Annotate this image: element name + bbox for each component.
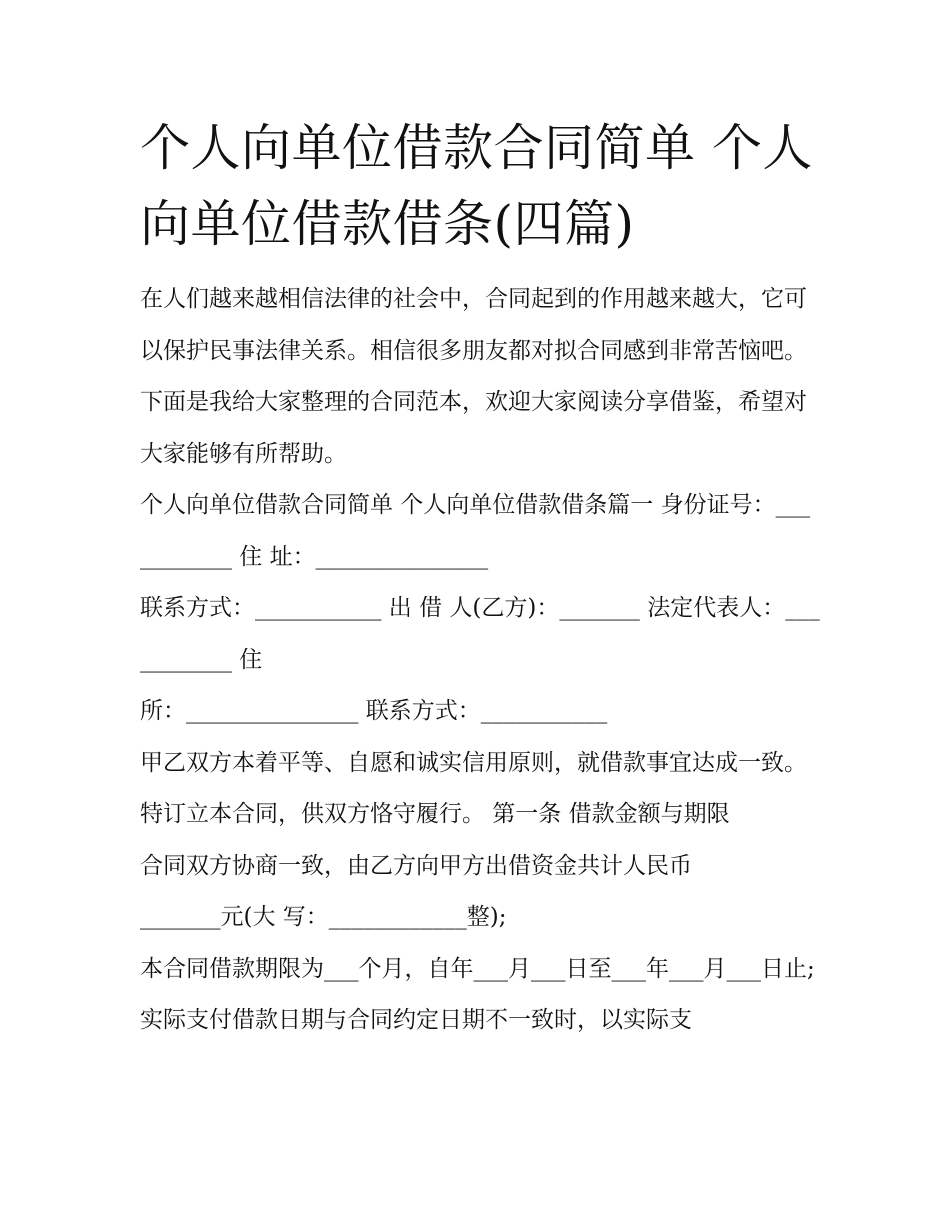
lender-contact-line: 联系方式：___________ 出 借 人(乙方)：_______ 法定代表人：___________ 住 [140,595,820,673]
loan-amount-paragraph: 合同双方协商一致，由乙方向甲方出借资金共计人民币 [140,852,692,879]
borrower-id-address-line: 个人向单位借款合同简单 个人向单位借款借条篇一 身份证号：___________ 住 址：_______________ [140,492,811,570]
document-body [140,274,820,1047]
loan-term-paragraph: 本合同借款期限为___个月，自年___月___日至___年___月___日止;实际支付借款日期与合同约定日期不一致时，以实际支 [140,955,815,1033]
article-one-paragraph: 甲乙双方本着平等、自愿和诚实信用原则，就借款事宜达成一致。特订立本合同，供双方恪守履行。 第一条 借款金额与期限 [140,749,807,827]
intro-paragraph: 在人们越来越相信法律的社会中，合同起到的作用越来越大，它可以保护民事法律关系。相信很多朋友都对拟合同感到非常苦恼吧。下面是我给大家整理的合同范本，欢迎大家阅读分享借鉴，希望对大家能够有所帮助。 [140,286,807,467]
document-title: 个人向单位借款合同简单 个人向单位借款借条(四篇) [140,119,813,253]
loan-amount-capital-line: _______元(大 写：____________整); [140,904,507,930]
lender-address-line: 所：_______________ 联系方式：___________ [140,698,608,724]
